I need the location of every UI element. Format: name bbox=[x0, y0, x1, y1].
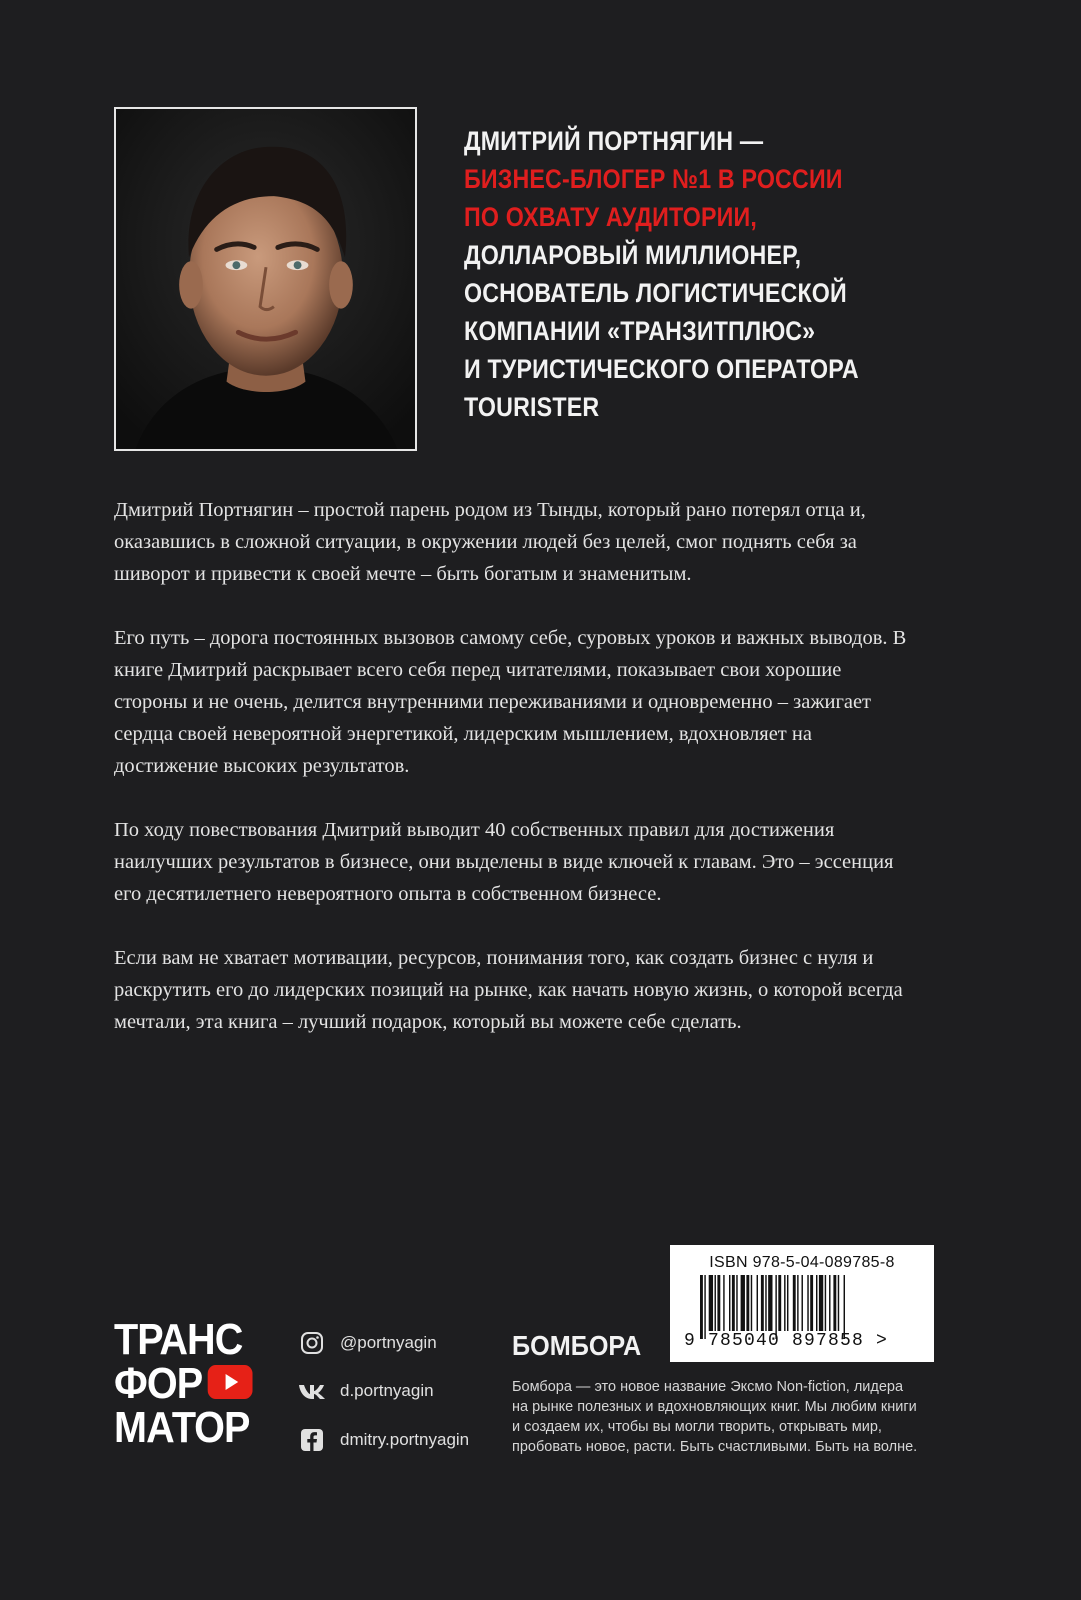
barcode-bar bbox=[829, 1275, 830, 1331]
headline-line-8: TOURISTER bbox=[464, 392, 600, 422]
description-paragraph: Если вам не хватает мотивации, ресурсов, понимания того, как создать бизнес с нуля и раскрутить его до лидерских позиций на рынке, как начать новую жизнь, о которой всегда мечтали, эта книга – лучший подарок, который вы можете себе сделать. bbox=[114, 947, 903, 1033]
headline-line-7: И ТУРИСТИЧЕСКОГО ОПЕРАТОРА bbox=[464, 354, 859, 384]
barcode-bar bbox=[768, 1275, 772, 1331]
facebook-handle: dmitry.portnyagin bbox=[340, 1430, 470, 1449]
barcode-bar bbox=[793, 1275, 796, 1331]
instagram-handle: @portnyagin bbox=[340, 1333, 437, 1352]
barcode-bar bbox=[833, 1275, 836, 1331]
headline-line-5: ОСНОВАТЕЛЬ ЛОГИСТИЧЕСКОЙ bbox=[464, 278, 847, 308]
instagram-icon bbox=[298, 1330, 326, 1356]
barcode-bar bbox=[787, 1275, 788, 1331]
barcode-bar bbox=[810, 1275, 813, 1331]
logo-row-2 bbox=[114, 1359, 267, 1408]
barcode-bar bbox=[816, 1275, 817, 1331]
barcode-bar bbox=[736, 1275, 737, 1331]
headline-highlight-1: БИЗНЕС-БЛОГЕР №1 В РОССИИ bbox=[464, 164, 843, 194]
barcode-bar bbox=[825, 1275, 826, 1331]
logo-row-3: МАТОР bbox=[114, 1403, 250, 1452]
headline-line-4: ДОЛЛАРОВЫЙ МИЛЛИОНЕР, bbox=[464, 240, 802, 270]
isbn-barcode-box bbox=[670, 1245, 934, 1362]
barcode-bar bbox=[700, 1275, 703, 1339]
barcode-bar bbox=[729, 1275, 730, 1331]
social-vk[interactable] bbox=[298, 1378, 434, 1404]
isbn-label: ISBN 978-5-04-089785-8 bbox=[709, 1254, 895, 1271]
barcode-bar bbox=[723, 1275, 724, 1331]
headline-block bbox=[464, 122, 859, 426]
barcode-bar bbox=[741, 1275, 745, 1331]
barcode-bar bbox=[807, 1275, 808, 1331]
publisher-desc-line: пробовать новое, расти. Быть счастливыми. Быть на волне. bbox=[512, 1439, 918, 1455]
barcode-bar bbox=[844, 1275, 845, 1339]
barcode-bar bbox=[784, 1275, 785, 1331]
barcode-bar bbox=[775, 1275, 776, 1339]
barcode-bar bbox=[838, 1275, 839, 1331]
barcode-bar bbox=[751, 1275, 752, 1331]
barcode-bar bbox=[704, 1275, 705, 1339]
publisher-desc-line: Бомбора — это новое название Эксмо Non-fiction, лидера bbox=[512, 1379, 904, 1395]
barcode-bar bbox=[717, 1275, 720, 1331]
isbn-digits: 9 785040 897858 > bbox=[684, 1331, 889, 1351]
description-paragraph: Дмитрий Портнягин – простой парень родом из Тынды, который рано потерял отца и, оказавшись в сложной ситуации, в окружении людей без целей, смог поднять себя за шиворот и привести к своей мечте – быть богатым и знаменитым. bbox=[114, 499, 866, 585]
barcode-bar bbox=[761, 1275, 764, 1331]
barcode-bar bbox=[778, 1275, 781, 1331]
barcode-bar bbox=[757, 1275, 758, 1331]
author-photo bbox=[114, 107, 417, 451]
youtube-icon bbox=[208, 1365, 253, 1399]
author-portrait-image bbox=[116, 109, 415, 449]
barcode-bar bbox=[732, 1275, 735, 1331]
description-body bbox=[114, 494, 914, 1070]
headline-author-name: ДМИТРИЙ ПОРТНЯГИН — bbox=[464, 126, 764, 156]
barcode-bar bbox=[802, 1275, 803, 1331]
barcode-bar bbox=[709, 1275, 713, 1331]
barcode-bar bbox=[765, 1275, 766, 1331]
vk-handle: d.portnyagin bbox=[340, 1381, 434, 1400]
barcode-bar bbox=[715, 1275, 716, 1331]
social-facebook[interactable] bbox=[298, 1427, 469, 1453]
barcode-bar bbox=[797, 1275, 798, 1331]
publisher-desc-line: и создаем их, чтобы вы могли творить, открывать мир, bbox=[512, 1419, 882, 1435]
headline-highlight-2: ПО ОХВАТУ АУДИТОРИИ, bbox=[464, 202, 757, 232]
publisher-desc-line: на рынке полезных и вдохновляющих книг. Мы любим книги bbox=[512, 1399, 917, 1415]
headline-line-6: КОМПАНИИ «ТРАНЗИТПЛЮС» bbox=[464, 316, 816, 346]
logo-row-2-text: ФОР bbox=[114, 1359, 203, 1408]
facebook-icon bbox=[298, 1427, 326, 1453]
transformator-logo bbox=[114, 1315, 267, 1452]
vk-icon bbox=[298, 1378, 326, 1404]
publisher-description bbox=[512, 1377, 1012, 1457]
barcode-image bbox=[700, 1275, 896, 1339]
barcode-bar bbox=[746, 1275, 749, 1331]
description-paragraph: Его путь – дорога постоянных вызовов самому себе, суровых уроков и важных выводов. В книге Дмитрий раскрывает всего себя перед читателями, показывает свои хорошие стороны и не очень, делится внутренними переживаниями и одновременно – зажигает сердца своей невероятной энергетикой, лидерским мышлением, вдохновляет на достижение высоких результатов. bbox=[114, 627, 907, 777]
logo-row-1: ТРАНС bbox=[114, 1315, 243, 1364]
publisher-logo: БОМБОРА bbox=[512, 1330, 642, 1361]
description-paragraph: По ходу повествования Дмитрий выводит 40 собственных правил для достижения наилучших результатов в бизнесе, они выделены в виде ключей к главам. Это – эссенция его десятилетнего невероятного опыта в собственном бизнесе. bbox=[114, 819, 894, 905]
barcode-bar bbox=[819, 1275, 823, 1331]
social-instagram[interactable] bbox=[298, 1330, 437, 1356]
